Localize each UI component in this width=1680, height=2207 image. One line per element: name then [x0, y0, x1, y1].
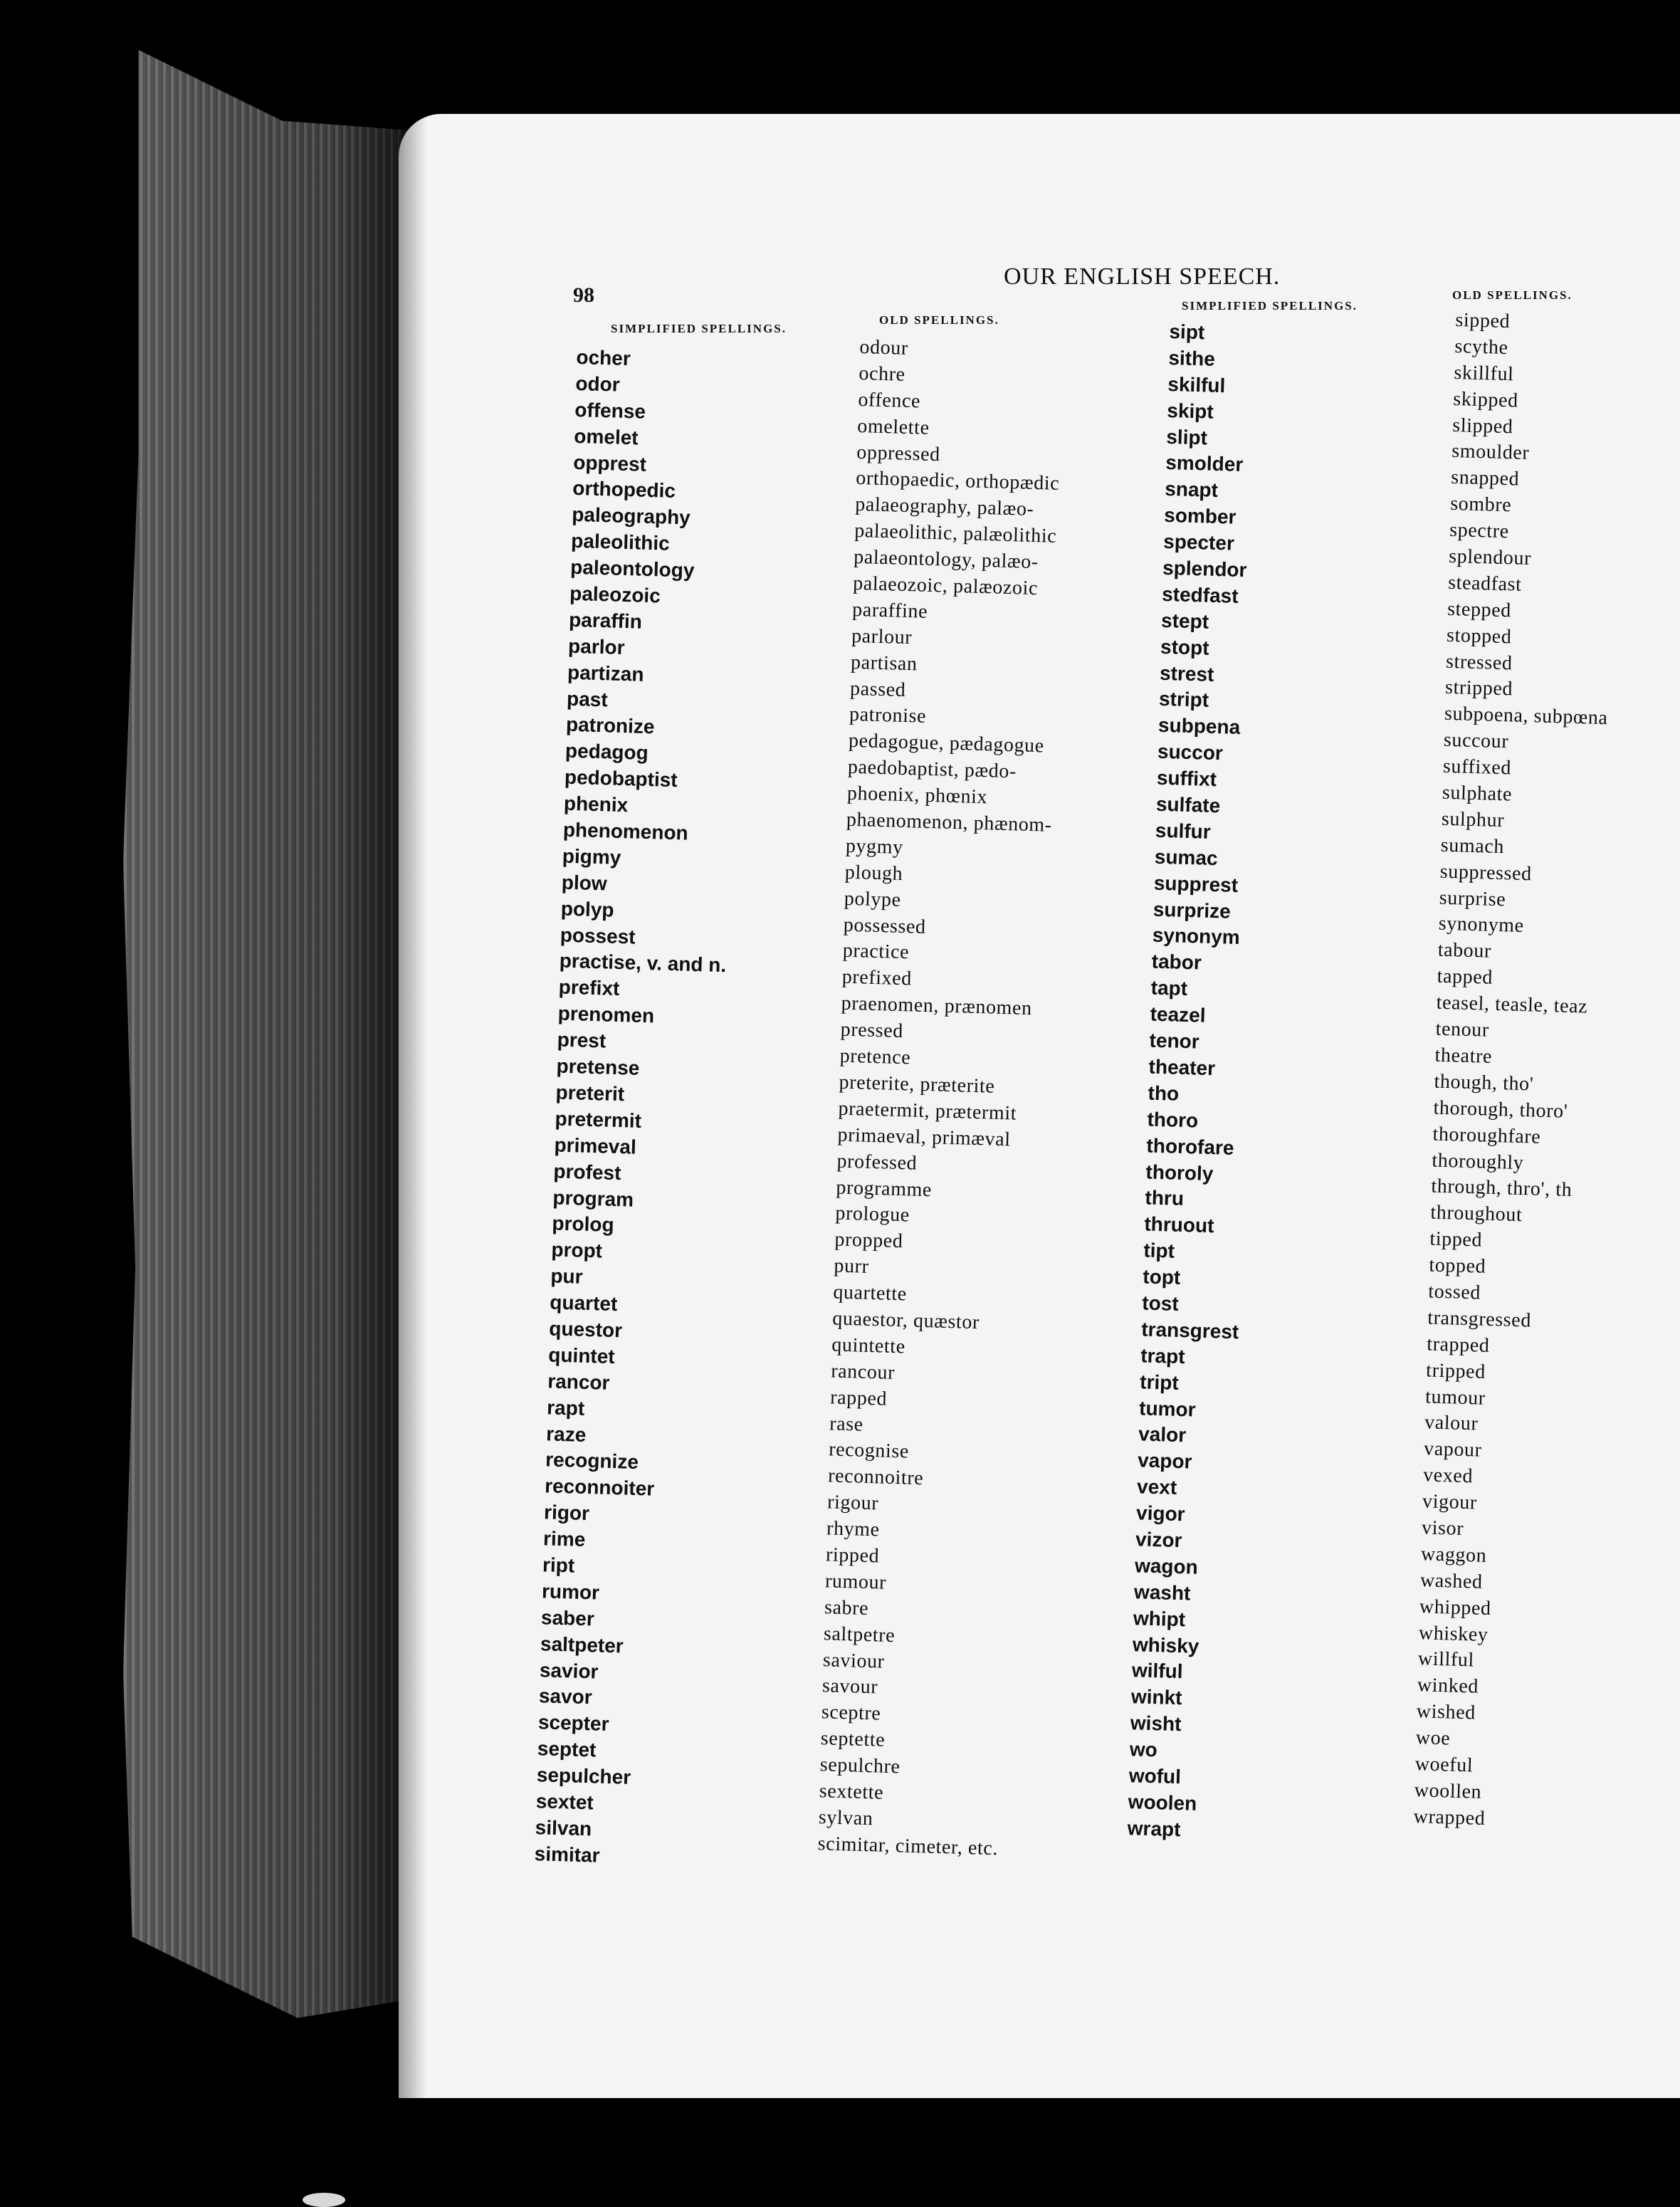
spelling-entry: stript — [1158, 688, 1209, 712]
spelling-entry: vexed — [1422, 1464, 1474, 1488]
spelling-entry: past — [566, 687, 609, 711]
spelling-entry: steadfast — [1447, 571, 1522, 596]
spelling-entry: rumor — [541, 1580, 600, 1604]
spelling-entry: pur — [550, 1264, 583, 1288]
spelling-entry: palaeontology, palæo- — [853, 546, 1039, 574]
spelling-entry: prefixt — [558, 976, 620, 1000]
spelling-entry: splendor — [1162, 556, 1247, 582]
spelling-entry: theatre — [1434, 1044, 1493, 1068]
spelling-entry: sipped — [1455, 308, 1511, 333]
spelling-entry: visor — [1421, 1516, 1464, 1540]
spelling-entry: quartette — [832, 1281, 908, 1306]
spelling-entry: patronise — [849, 703, 927, 728]
column-heading-old-1: OLD SPELLINGS. — [879, 313, 999, 327]
spelling-entry: woollen — [1414, 1779, 1482, 1803]
spelling-entry: sulfate — [1155, 792, 1221, 817]
spelling-entry: splendour — [1448, 545, 1532, 570]
spelling-entry: professed — [836, 1150, 918, 1175]
spelling-entry: stedfast — [1161, 582, 1239, 607]
spelling-entry: savior — [539, 1658, 599, 1683]
spelling-entry: pretermit — [555, 1107, 642, 1132]
spelling-entry: ocher — [576, 345, 631, 370]
spelling-entry: tapped — [1437, 965, 1493, 990]
spelling-entry: saviour — [822, 1648, 886, 1673]
spelling-entry: pygmy — [845, 834, 904, 859]
spelling-entry: savour — [821, 1674, 878, 1699]
spelling-entry: purr — [834, 1254, 869, 1279]
spelling-entry: ochre — [859, 362, 906, 386]
spelling-entry: pressed — [840, 1018, 904, 1043]
spelling-entry: vapour — [1423, 1437, 1482, 1462]
spelling-entry: palaeography, palæo- — [854, 493, 1034, 521]
spelling-entry: recognize — [545, 1448, 639, 1474]
spelling-entry: specter — [1162, 530, 1235, 555]
spelling-entry: somber — [1163, 504, 1237, 528]
spelling-entry: sepulchre — [819, 1753, 901, 1778]
spelling-entry: wisht — [1130, 1711, 1182, 1736]
spelling-entry: raze — [545, 1422, 587, 1446]
spelling-entry: opprest — [572, 451, 647, 476]
spelling-entry: phaenomenon, phænom- — [846, 808, 1053, 837]
spelling-entry: stressed — [1445, 650, 1513, 674]
spelling-entry: offense — [574, 398, 646, 423]
spelling-entry: paedobaptist, pædo- — [847, 756, 1017, 783]
spelling-entry: tenour — [1435, 1017, 1490, 1042]
spelling-entry: rase — [829, 1412, 864, 1436]
spelling-entry: whiskey — [1418, 1621, 1489, 1646]
spelling-entry: quintet — [547, 1343, 616, 1368]
spelling-entry: vapor — [1137, 1449, 1192, 1473]
spelling-entry: spectre — [1449, 519, 1510, 543]
spelling-entry: rime — [542, 1527, 586, 1551]
spelling-entry: winkt — [1130, 1685, 1182, 1709]
spelling-entry: paleolithic — [570, 530, 671, 555]
spelling-entry: offence — [858, 388, 921, 413]
spelling-entry: suffixed — [1442, 755, 1512, 780]
spelling-entry: woolen — [1128, 1791, 1197, 1815]
old-spellings-column-1 — [817, 335, 1065, 1863]
spelling-entry: rigour — [826, 1491, 879, 1515]
spelling-entry: sextette — [819, 1780, 884, 1804]
spelling-entry: succour — [1443, 729, 1509, 753]
spelling-entry: tripped — [1425, 1359, 1486, 1383]
spelling-entry: woeful — [1414, 1753, 1474, 1777]
spelling-entry: stopped — [1446, 624, 1512, 649]
spelling-entry: vizor — [1135, 1528, 1182, 1552]
spelling-entry: paleography — [571, 503, 691, 529]
spelling-entry: skillful — [1454, 361, 1514, 386]
spelling-entry: possest — [560, 923, 636, 948]
spelling-entry: topt — [1142, 1265, 1181, 1289]
spelling-entry: wilful — [1131, 1659, 1183, 1683]
spelling-entry: stopt — [1160, 635, 1209, 659]
spelling-entry: odour — [859, 335, 909, 360]
spelling-entry: propped — [834, 1228, 903, 1253]
spelling-entry: skilful — [1167, 372, 1226, 397]
spelling-entry: palaeozoic, palæozoic — [852, 572, 1039, 600]
paper-blemish — [303, 2193, 345, 2207]
spelling-entry: throughout — [1430, 1201, 1523, 1227]
column-heading-simplified-1: SIMPLIFIED SPELLINGS. — [611, 322, 787, 335]
spelling-entry: savor — [538, 1684, 593, 1709]
spelling-entry: programme — [836, 1176, 933, 1201]
spelling-entry: recognise — [828, 1438, 910, 1463]
spelling-entry: succor — [1157, 740, 1224, 765]
spelling-entry: thoroughly — [1432, 1149, 1524, 1174]
spelling-entry: whisky — [1132, 1632, 1199, 1657]
spelling-entry: saber — [540, 1606, 595, 1630]
spelling-entry: quartet — [549, 1291, 618, 1316]
spelling-entry: slipped — [1451, 414, 1513, 438]
spelling-entry: wagon — [1134, 1554, 1199, 1578]
spelling-entry: scythe — [1454, 335, 1509, 359]
spelling-entry: polype — [844, 887, 902, 911]
spelling-entry: septette — [820, 1727, 886, 1751]
spelling-entry: valor — [1138, 1422, 1187, 1447]
spelling-entry: orthopaedic, orthopædic — [855, 467, 1060, 496]
spelling-entry: vext — [1136, 1475, 1177, 1499]
spelling-entry: wo — [1129, 1738, 1158, 1761]
spelling-entry: odor — [575, 372, 621, 396]
spelling-entry: patronize — [565, 713, 655, 738]
spelling-entry: though, tho' — [1434, 1070, 1534, 1096]
spelling-entry: ripped — [825, 1543, 880, 1568]
spelling-entry: tabor — [1151, 950, 1202, 974]
spelling-entry: sepulcher — [536, 1763, 631, 1788]
spelling-entry: thru — [1145, 1186, 1185, 1210]
spelling-entry: plough — [844, 861, 903, 885]
spelling-entry: tumour — [1424, 1385, 1486, 1410]
spelling-entry: tenor — [1149, 1029, 1200, 1053]
spelling-entry: subpena — [1157, 714, 1241, 739]
spelling-entry: surprise — [1439, 886, 1506, 911]
spelling-entry: transgrest — [1140, 1318, 1239, 1343]
spelling-entry: subpoena, subpœna — [1444, 703, 1608, 730]
spelling-entry: synonym — [1152, 924, 1241, 949]
spelling-entry: pigmy — [562, 844, 621, 869]
column-heading-old-2: OLD SPELLINGS. — [1452, 288, 1573, 302]
spelling-entry: sombre — [1449, 493, 1512, 517]
spelling-entry: snapt — [1164, 478, 1219, 502]
spelling-entry: pretense — [556, 1054, 640, 1079]
spelling-entry: thoro — [1147, 1108, 1199, 1132]
spelling-entry: phenix — [563, 792, 629, 817]
spelling-entry: transgressed — [1427, 1306, 1532, 1332]
spelling-entry: woe — [1415, 1726, 1451, 1750]
spelling-entry: rancor — [547, 1370, 610, 1394]
spelling-entry: sylvan — [818, 1806, 873, 1830]
spelling-entry: ript — [542, 1553, 575, 1577]
spelling-entry: paraffin — [568, 608, 643, 633]
spelling-entry: strest — [1159, 661, 1214, 686]
spelling-entry: pedagogue, pædagogue — [848, 730, 1045, 757]
spelling-entry: suffixt — [1156, 766, 1217, 791]
spelling-entry: stepped — [1447, 597, 1512, 622]
spelling-entry: practise, v. and n. — [559, 950, 727, 977]
spelling-entry: prest — [557, 1028, 607, 1052]
spelling-entry: washt — [1133, 1580, 1191, 1605]
spelling-entry: rapt — [546, 1396, 585, 1420]
spelling-entry: septet — [537, 1737, 597, 1761]
spelling-entry: polyp — [560, 897, 614, 921]
spelling-entry: primeval — [554, 1133, 637, 1158]
spelling-entry: paleozoic — [569, 582, 661, 607]
spelling-entry: smolder — [1165, 451, 1244, 476]
spelling-entry: thruout — [1144, 1212, 1214, 1237]
spelling-entry: sipt — [1169, 320, 1205, 344]
spelling-entry: stripped — [1444, 676, 1513, 701]
spelling-entry: tipt — [1143, 1239, 1175, 1262]
spelling-entry: trapped — [1426, 1333, 1490, 1357]
spelling-entry: rumour — [824, 1570, 887, 1594]
spelling-entry: preterite, præterite — [839, 1071, 995, 1098]
spelling-entry: pedagog — [565, 740, 649, 765]
spelling-entry: wrapped — [1413, 1805, 1486, 1830]
spelling-entry: phenomenon — [562, 818, 689, 844]
spelling-entry: synonyme — [1438, 913, 1525, 938]
spelling-entry: omelette — [856, 414, 930, 439]
spelling-entry: sulfur — [1155, 819, 1212, 843]
column-heading-simplified-2: SIMPLIFIED SPELLINGS. — [1182, 299, 1358, 313]
spelling-entry: sextet — [535, 1790, 594, 1814]
spelling-entry: primaeval, primæval — [837, 1123, 1012, 1151]
spelling-entry: suppressed — [1439, 860, 1533, 885]
spelling-entry: rapped — [829, 1386, 888, 1410]
spelling-entry: sulphate — [1442, 781, 1513, 806]
spelling-entry: scimitar, cimeter, etc. — [817, 1832, 999, 1860]
spelling-entry: washed — [1419, 1569, 1484, 1593]
spelling-entry: saltpeter — [540, 1632, 624, 1657]
spelling-entry: rhyme — [826, 1517, 881, 1541]
spelling-entry: willful — [1417, 1647, 1475, 1672]
spelling-entry: sabre — [824, 1596, 869, 1620]
spelling-entry: smoulder — [1451, 440, 1530, 465]
spelling-entry: rigor — [543, 1501, 590, 1525]
spelling-entry: pedobaptist — [564, 766, 678, 792]
spelling-entry: tost — [1141, 1291, 1180, 1315]
spelling-entry: passed — [849, 677, 906, 701]
spelling-entry: woful — [1128, 1764, 1182, 1788]
spelling-entry: teasel, teasle, teaz — [1436, 991, 1588, 1018]
spelling-entry: palaeolithic, palæolithic — [854, 520, 1057, 548]
spelling-entry: prenomen — [557, 1002, 655, 1027]
spelling-entry: tapt — [1150, 976, 1188, 1000]
spelling-entry: pretence — [839, 1044, 911, 1069]
spelling-entry: waggon — [1420, 1543, 1487, 1567]
spelling-entry: prefixed — [841, 966, 913, 990]
spelling-entry: possessed — [843, 913, 927, 938]
spelling-entry: surprize — [1153, 898, 1232, 923]
spelling-entry: reconnoitre — [827, 1464, 924, 1490]
spelling-entry: rancour — [830, 1360, 896, 1384]
spelling-entry: whipped — [1419, 1595, 1492, 1620]
spelling-entry: paleontology — [569, 556, 695, 582]
spelling-entry: thorofare — [1146, 1134, 1234, 1159]
spelling-entry: wished — [1416, 1700, 1476, 1724]
spelling-entry: topped — [1428, 1254, 1486, 1278]
spelling-entry: plow — [561, 871, 608, 895]
spelling-entry: phoenix, phœnix — [846, 782, 988, 809]
spelling-entry: silvan — [535, 1816, 592, 1840]
spelling-entry: sceptre — [821, 1701, 881, 1725]
spelling-entry: simitar — [534, 1842, 601, 1867]
spelling-entry: scepter — [537, 1711, 609, 1736]
spelling-entry: omelet — [573, 424, 639, 449]
spelling-entry: preterit — [555, 1081, 625, 1106]
spelling-entry: oppressed — [856, 441, 941, 466]
spelling-entry: sumach — [1440, 834, 1505, 859]
spelling-entry: saltpetre — [823, 1622, 896, 1647]
spelling-entry: praenomen, prænomen — [841, 992, 1033, 1020]
spelling-entry: profest — [553, 1160, 621, 1184]
spelling-entry: praetermit, prætermit — [838, 1097, 1017, 1125]
spelling-entry: supprest — [1153, 871, 1239, 896]
spelling-entry: stept — [1160, 609, 1209, 633]
spelling-entry: prolog — [552, 1212, 615, 1237]
spelling-entry: snapped — [1450, 466, 1520, 491]
spelling-entry: quaestor, quæstor — [831, 1307, 980, 1334]
spelling-entry: teazel — [1150, 1002, 1206, 1027]
spelling-entry: thoroughfare — [1432, 1123, 1541, 1148]
spelling-entry: parlor — [567, 634, 625, 659]
spelling-entry: trapt — [1140, 1344, 1185, 1368]
spelling-entry: sithe — [1168, 346, 1216, 370]
page-number: 98 — [573, 283, 594, 307]
spelling-entry: skipt — [1166, 399, 1214, 423]
spelling-entry: practice — [842, 940, 910, 964]
spelling-entry: theater — [1148, 1055, 1216, 1080]
spelling-entry: through, thro', th — [1431, 1175, 1573, 1202]
spelling-entry: vigour — [1422, 1490, 1478, 1514]
spelling-entry: tumor — [1138, 1396, 1197, 1421]
spelling-entry: propt — [551, 1238, 603, 1262]
spelling-entry: slipt — [1165, 425, 1208, 449]
running-head: OUR ENGLISH SPEECH. — [1004, 263, 1281, 290]
page-gutter-shadow — [399, 114, 427, 2098]
spelling-entry: thorough, thoro' — [1433, 1096, 1568, 1123]
spelling-entry: tossed — [1427, 1280, 1481, 1304]
spelling-entry: tho — [1148, 1081, 1180, 1105]
spelling-entry: program — [552, 1186, 634, 1211]
spelling-entry: sulphur — [1441, 807, 1505, 832]
spelling-entry: tript — [1139, 1370, 1180, 1394]
spelling-entry: skipped — [1452, 387, 1519, 412]
spelling-entry: partizan — [567, 661, 644, 686]
spelling-entry: sumac — [1154, 845, 1219, 869]
spelling-entry: reconnoiter — [544, 1474, 655, 1500]
spelling-entry: tipped — [1429, 1227, 1483, 1252]
spelling-entry: prologue — [835, 1202, 910, 1227]
spelling-entry: valour — [1424, 1411, 1479, 1435]
spelling-entry: orthopedic — [572, 477, 676, 503]
spelling-entry: winked — [1417, 1674, 1479, 1698]
spelling-entry: paraffine — [851, 598, 928, 623]
spelling-entry: partisan — [850, 651, 918, 676]
spelling-entry: parlour — [851, 624, 913, 649]
spelling-entry: vigor — [1135, 1501, 1186, 1526]
spelling-entry: whipt — [1133, 1606, 1186, 1630]
spelling-entry: questor — [548, 1317, 623, 1342]
spelling-entry: quintette — [831, 1333, 906, 1358]
spelling-entry: tabour — [1437, 939, 1492, 963]
spelling-entry: thoroly — [1145, 1160, 1214, 1185]
spelling-entry: wrapt — [1127, 1816, 1181, 1841]
